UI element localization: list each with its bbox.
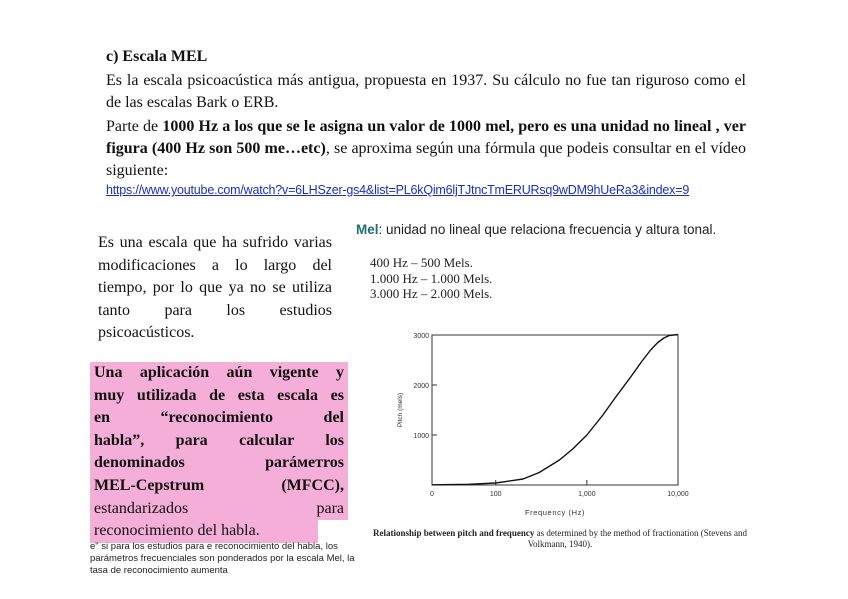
reference-paragraph [106,116,746,182]
highlight-line: reconocimiento del habla. [90,520,318,543]
highlight-line: habla”, para calcular los [90,430,348,453]
mel-equivalence-list [370,255,492,302]
x-tick-label: 1,000 [578,491,596,498]
highlighted-application-text [90,362,348,543]
reference-paragraph-start: Parte de [106,118,163,135]
chart-caption-text: as determined by the method of fractionation (Stevens and Volkmann, 1940). [527,528,748,549]
highlight-line: MEL-Cepstrum (MFCC), [90,475,348,498]
intro-paragraph: Es la escala psicoacústica más antigua, propuesta en 1937. Su cálculo no fue tan riguroso como el de las escalas Bark o ERB. [106,72,746,111]
mel-definition-text: : unidad no lineal que relaciona frecuencia y altura tonal. [378,222,717,237]
x-tick-label: 100 [489,491,502,498]
pitch-curve [432,335,678,485]
highlight-line: denominados paráметros [90,452,348,475]
mel-equivalence-item: 400 Hz – 500 Mels. [370,255,473,270]
reference-paragraph-end: , se aproxima según una fórmula que podeis consultar en el vídeo siguiente: [106,140,747,179]
x-tick-label: 0 [430,491,434,498]
y-tick-label: 3000 [413,333,429,340]
pitch-frequency-chart [380,325,710,525]
y-tick-label: 1000 [413,433,429,440]
highlight-line: en “reconocimiento del [90,407,348,430]
section-heading: c) Escala MEL [106,48,208,65]
history-paragraph: Es una escala que ha sufrido varias modificaciones a lo largo del tiempo, por lo que ya no se utiliza tanto para los estudios psicoacústicos. [98,234,332,341]
chart-caption-bold: Relationship between pitch and frequency [372,528,535,538]
highlight-line: estandarizados para [90,498,348,521]
reference-paragraph-bold: 1000 Hz a los que se le asigna un valor de 1000 mel, pero es una unidad no lineal , ver figura (400 Hz son 500 me…etc) [106,118,747,157]
youtube-link[interactable]: https://www.youtube.com/watch?v=6LHSzer-gs4&list=PL6kQim6ljTJtncTmERURsq9wDM9hUeRa3&index=9 [106,183,690,197]
y-tick-label: 2000 [413,383,429,390]
x-tick-label: 10,000 [667,491,689,498]
y-axis-label: Pitch (mels) [397,392,404,428]
highlight-line: muy utilizada de esta escala es [90,385,348,408]
chart-caption [355,528,765,550]
highlight-line: Una aplicación aún vigente y [90,362,348,385]
footnote: e" si para los estudios para e reconocimiento del habla, los parámetros frecuenciales son ponderados por la escala Mel, la tasa de reconocimiento aumenta [90,541,355,576]
mel-equivalence-item: 3.000 Hz – 2.000 Mels. [370,286,493,301]
mel-definition-key: Mel [356,222,379,237]
mel-equivalence-item: 1.000 Hz – 1.000 Mels. [370,270,493,286]
mel-definition [356,222,716,237]
x-axis-label: Frequency (Hz) [524,508,586,517]
